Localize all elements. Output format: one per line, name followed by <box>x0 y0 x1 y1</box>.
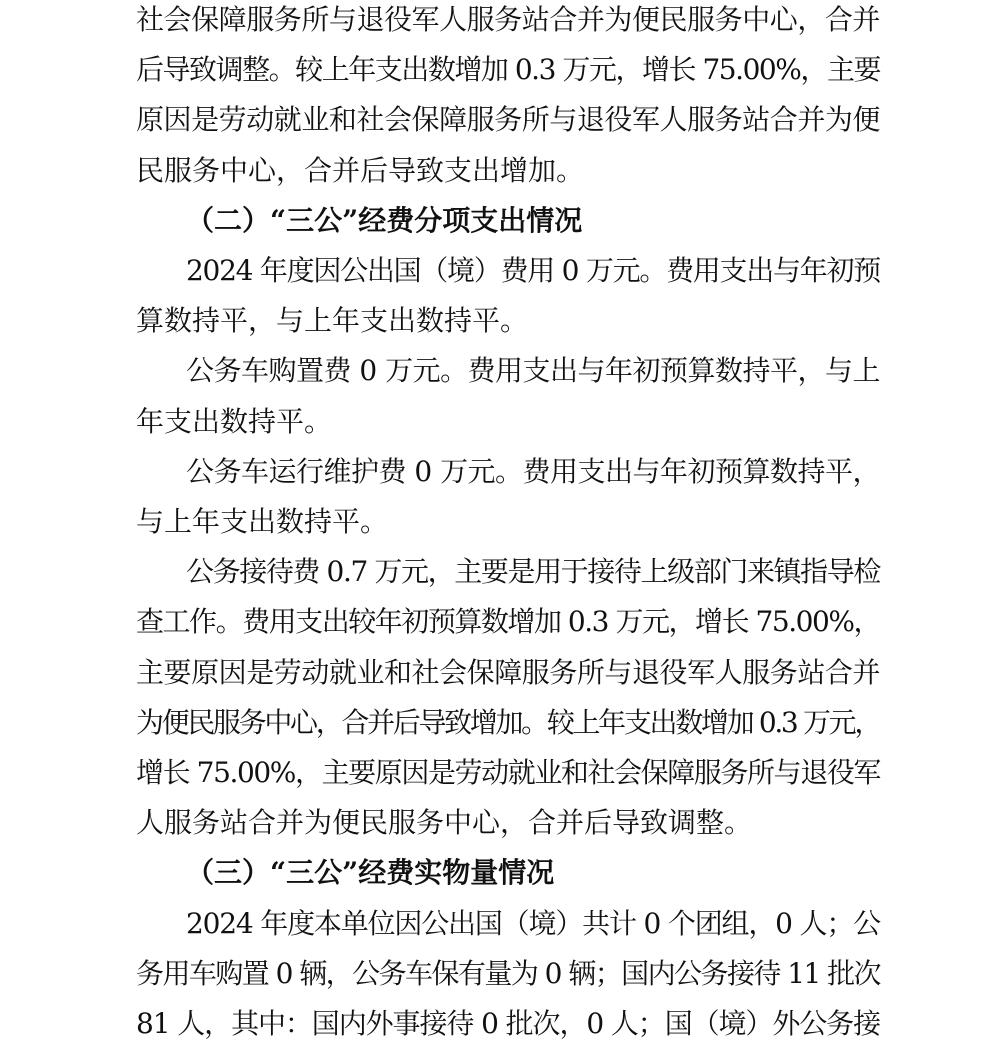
body-text-line <box>0 299 1000 343</box>
line-text: 后导致调整。较上年支出数增加 0.3 万元，增长 75.00%，主要 <box>136 53 880 86</box>
line-text: 与上年支出数持平。 <box>136 505 389 538</box>
line-text: 81 人，其中：国内外事接待 0 批次，0 人；国（境）外公务接 <box>136 1007 880 1040</box>
heading-text: （二）“三公”经费分项支出情况 <box>186 204 583 237</box>
line-text: 主要原因是劳动就业和社会保障服务所与退役军人服务站合并 <box>136 656 880 689</box>
body-text-line <box>0 801 1000 845</box>
body-text-line <box>0 600 1000 644</box>
body-text-line <box>0 701 1000 745</box>
body-text-line <box>0 400 1000 444</box>
line-text: 民服务中心，合并后导致支出增加。 <box>136 154 585 187</box>
section-heading <box>0 199 1000 243</box>
line-text: 年支出数持平。 <box>136 405 333 438</box>
line-text: 人服务站合并为便民服务中心，合并后导致调整。 <box>136 806 753 839</box>
body-text-line <box>0 902 1000 946</box>
line-text: 社会保障服务所与退役军人服务站合并为便民服务中心，合并 <box>136 3 880 36</box>
body-text-line <box>0 550 1000 594</box>
body-text-line <box>0 751 1000 795</box>
body-text-line <box>0 149 1000 193</box>
body-text-line <box>0 1002 1000 1046</box>
line-text: 查工作。费用支出较年初预算数增加 0.3 万元，增长 75.00%， <box>136 605 880 638</box>
line-text: 公务车运行维护费 0 万元。费用支出与年初预算数持平， <box>186 455 880 488</box>
body-text-line <box>0 349 1000 393</box>
body-text-line <box>0 0 1000 42</box>
body-text-line <box>0 98 1000 142</box>
line-text: 务用车购置 0 辆，公务车保有量为 0 辆；国内公务接待 11 批次 <box>136 957 880 990</box>
line-text: 2024 年度因公出国（境）费用 0 万元。费用支出与年初预 <box>186 254 880 287</box>
line-text: 增长 75.00%，主要原因是劳动就业和社会保障服务所与退役军 <box>136 756 880 789</box>
line-text: 算数持平，与上年支出数持平。 <box>136 304 529 337</box>
line-text: 公务车购置费 0 万元。费用支出与年初预算数持平，与上 <box>186 354 880 387</box>
body-text-line <box>0 450 1000 494</box>
line-text: 2024 年度本单位因公出国（境）共计 0 个团组，0 人；公 <box>186 907 880 940</box>
line-text: 公务接待费 0.7 万元，主要是用于接待上级部门来镇指导检 <box>186 555 880 588</box>
body-text-line <box>0 249 1000 293</box>
heading-text: （三）“三公”经费实物量情况 <box>186 856 555 889</box>
body-text-line <box>0 500 1000 544</box>
body-text-line <box>0 48 1000 92</box>
body-text-line <box>0 651 1000 695</box>
line-text: 为便民服务中心，合并后导致增加。较上年支出数增加 0.3 万元， <box>136 706 880 739</box>
line-text: 原因是劳动就业和社会保障服务所与退役军人服务站合并为便 <box>136 103 880 136</box>
section-heading <box>0 851 1000 895</box>
body-text-line <box>0 952 1000 996</box>
